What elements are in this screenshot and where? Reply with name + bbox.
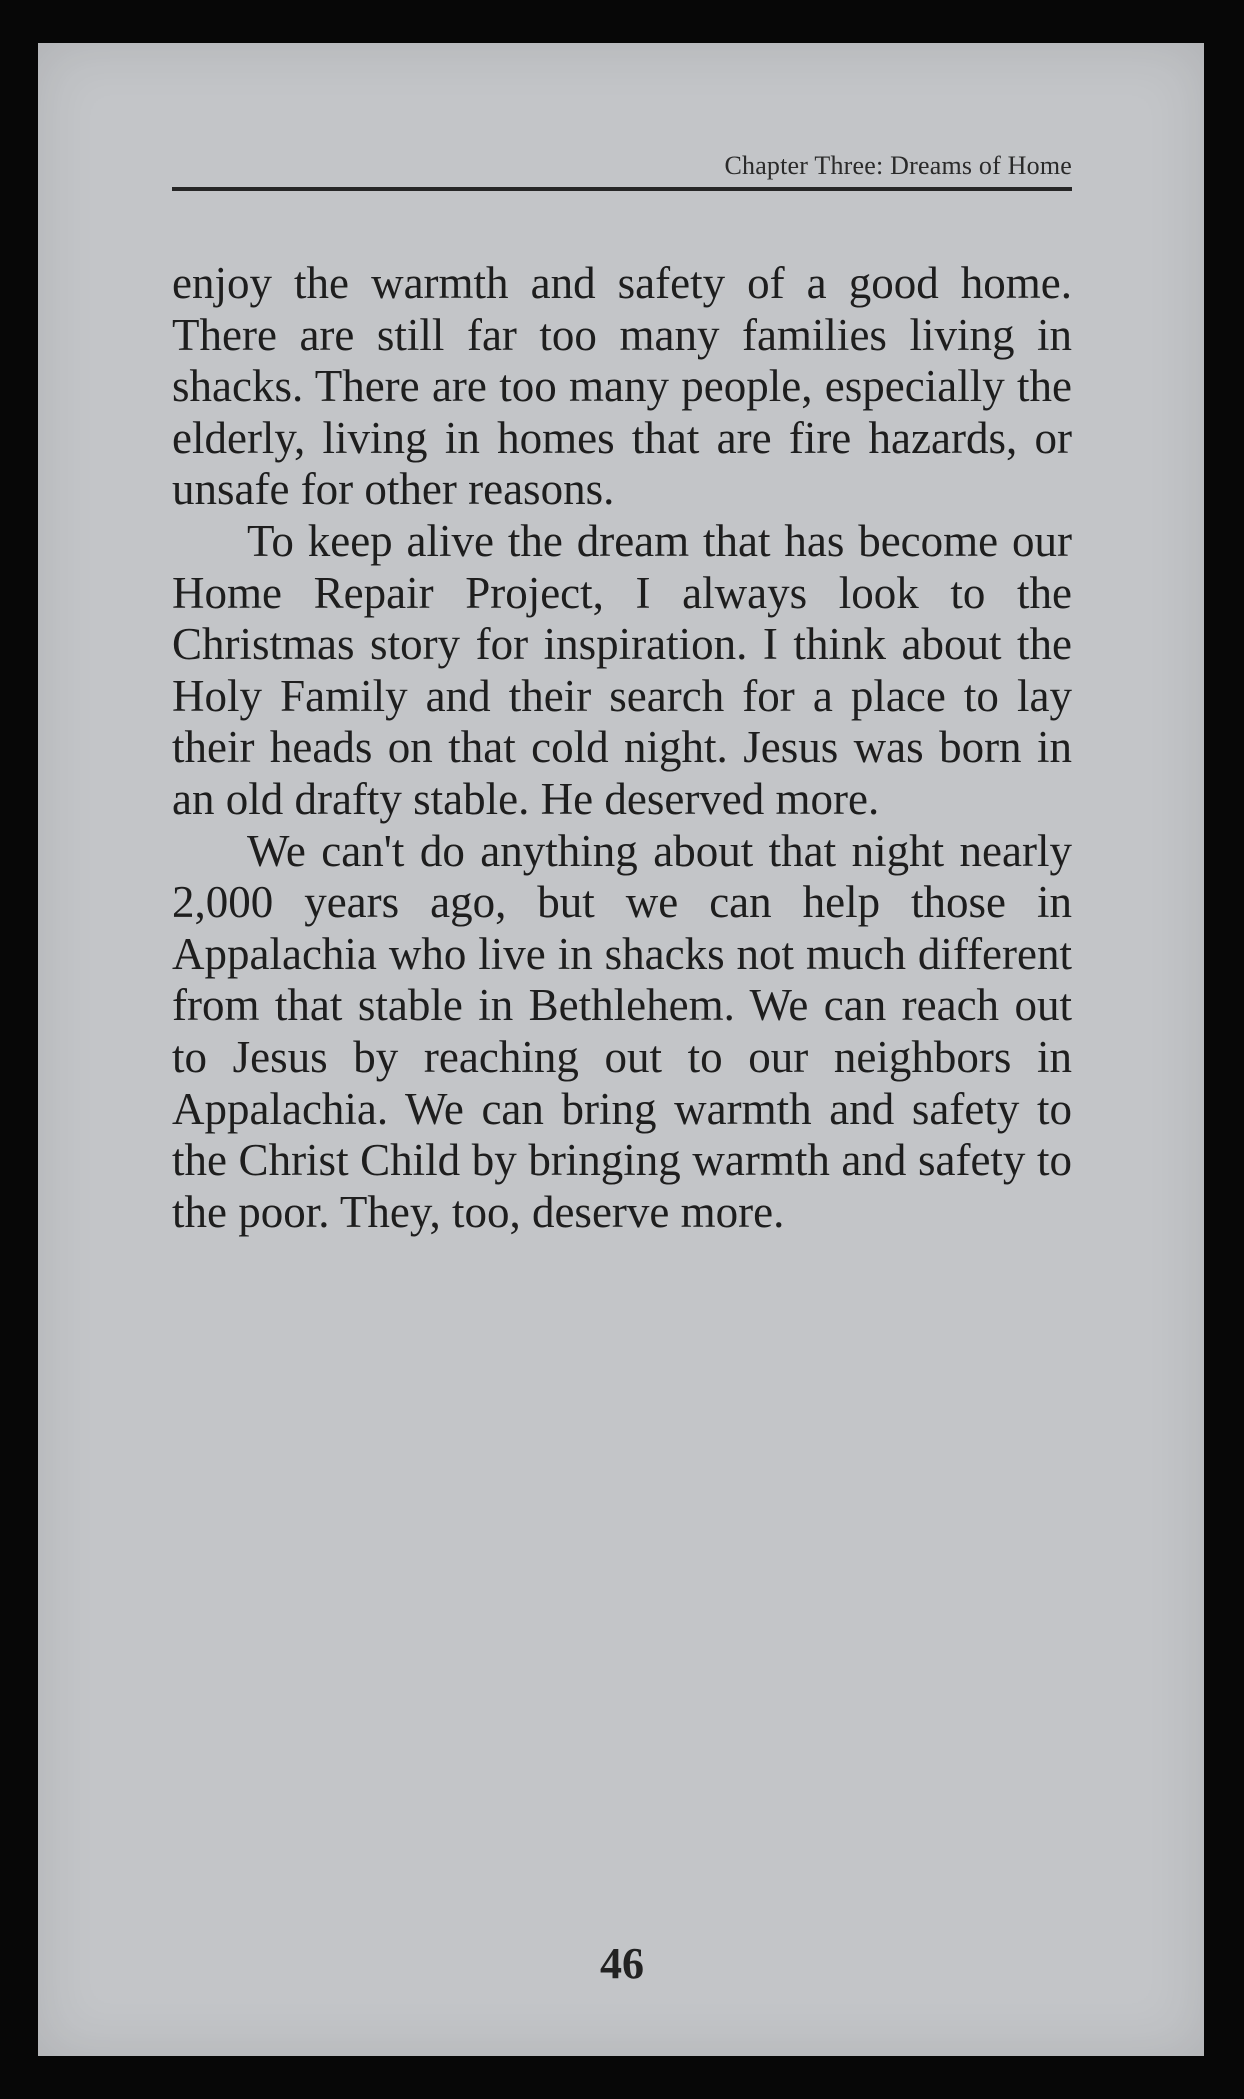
body-text	[172, 258, 1072, 1238]
paragraph: We can't do anything about that night nearly 2,000 years ago, but we can help those in Appalachia who live in shacks not much different from that stable in Bethlehem. We can reach out to Jesus by reaching out to our neighbors in Appalachia. We can bring warmth and safety to the Christ Child by bringing warmth and safety to the poor. They, too, deserve more.	[172, 825, 1072, 1237]
header-rule	[172, 187, 1072, 191]
running-head: Chapter Three: Dreams of Home	[724, 151, 1072, 180]
page-number: 46	[600, 1939, 644, 1988]
paragraph: To keep alive the dream that has become our Home Repair Project, I always look to the Christmas story for inspiration. I think about the Holy Family and their search for a place to lay their heads on that cold night. Jesus was born in an old drafty stable. He deserved more.	[172, 515, 1072, 824]
book-page	[38, 43, 1204, 2056]
paragraph: enjoy the warmth and safety of a good home. There are still far too many families living in shacks. There are too many people, especially the elderly, living in homes that are fire hazards, or unsafe for other reasons.	[172, 258, 1072, 515]
